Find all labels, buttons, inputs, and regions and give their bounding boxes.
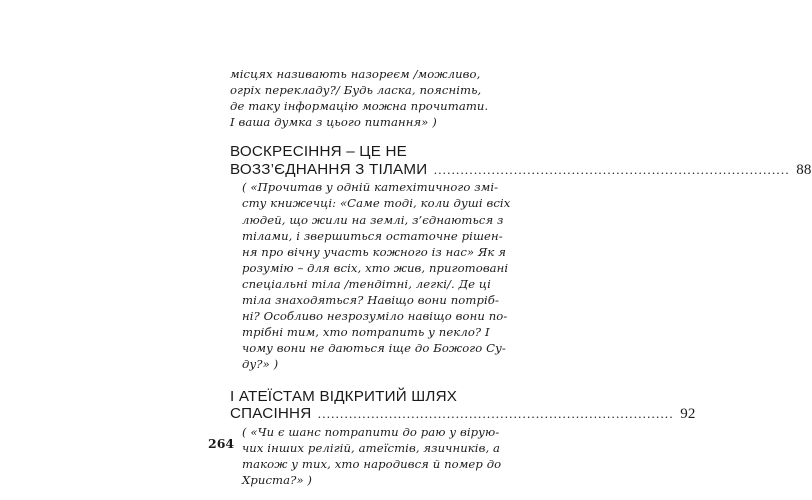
- text-line: ні? Особливо незрозуміло навіщо вони по-: [242, 309, 508, 324]
- text-line: ду?» ): [242, 357, 279, 372]
- text-line: спеціальні тіла /тендітні, легкі/. Де ці: [242, 276, 491, 291]
- text-line: також у тих, хто народився й помер до: [242, 456, 502, 471]
- leader-dots: [318, 405, 674, 422]
- text-line: де таку інформацію можна прочитати.: [230, 99, 489, 114]
- text-line: чому вони не даються іще до Божого Су-: [242, 341, 506, 356]
- leader-dots: [434, 161, 790, 178]
- text-line: трібні тим, хто потрапить у пекло? І: [242, 325, 490, 340]
- text-line: огріх перекладу?/ Будь ласка, поясніть,: [230, 83, 482, 98]
- entry-title: [230, 387, 696, 424]
- text-line: ня про вічну участь кожного із нас» Як я: [242, 244, 507, 259]
- text-line: сту книжечці: «Саме тоді, коли душі всіх: [242, 196, 511, 211]
- text-line: ( «Чи є шанс потрапити до раю у вірую-: [242, 424, 500, 439]
- toc-entry-atheists: [230, 387, 696, 488]
- entry-title-line: СПАСІННЯ: [230, 405, 312, 422]
- text-line: Христа?» ): [242, 472, 313, 487]
- text-line: тіла знаходяться? Навіщо вони потріб-: [242, 293, 500, 308]
- text-line: людей, що жили на землі, з’єднаються з: [242, 212, 504, 227]
- entry-page-number: 88: [796, 161, 812, 178]
- entry-title-line: ВОЗЗ’ЄДНАННЯ З ТІЛАМИ: [230, 160, 428, 178]
- entry-question-text: [230, 424, 502, 488]
- text-line: ( «Прочитав у одній катехітичного змі-: [242, 180, 499, 195]
- entry-title-line-with-page: [230, 160, 812, 180]
- toc-entry-resurrection: [230, 143, 812, 372]
- entry-page-number: 92: [680, 406, 696, 422]
- text-line: розумію – для всіх, хто жив, приготовані: [242, 260, 509, 275]
- text-line: чих інших релігій, атеїстів, язичників, а: [242, 440, 501, 455]
- entry-title: [230, 143, 812, 179]
- text-line: місцях називають назореєм /можливо,: [230, 67, 481, 81]
- page-number: 264: [208, 436, 235, 451]
- text-line: І ваша думка з цього питання» ): [230, 115, 437, 130]
- continued-question-text: [230, 66, 492, 130]
- entry-title-line-with-page: [230, 405, 696, 424]
- text-line: тілами, і звершиться остаточне рішен-: [242, 228, 503, 243]
- toc-column: [230, 66, 812, 488]
- entry-title-line: ВОСКРЕСІННЯ – ЦЕ НЕ: [230, 143, 407, 161]
- entry-title-line: І АТЕЇСТАМ ВІДКРИТИЙ ШЛЯХ: [230, 387, 458, 405]
- entry-question-text: [230, 179, 511, 372]
